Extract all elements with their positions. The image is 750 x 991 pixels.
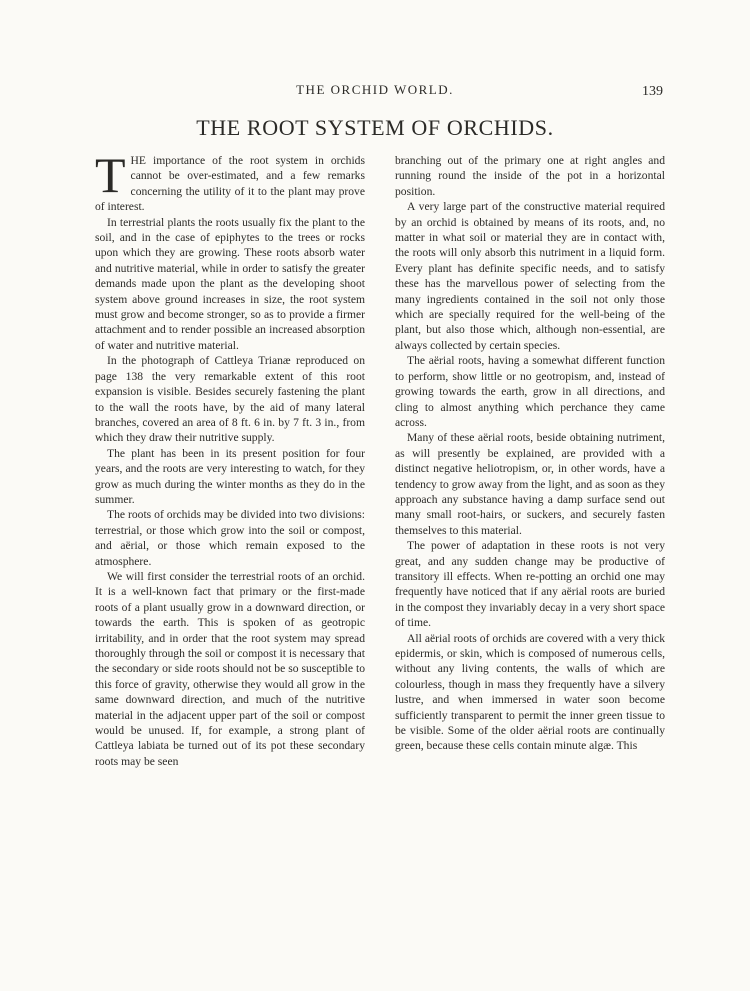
running-title: THE ORCHID WORLD. bbox=[296, 82, 454, 97]
paragraph-5: The roots of orchids may be divided into two divisions: terrestrial, or those which grow into the soil or compost, and aërial, or those which remain exposed to the atmosphere. bbox=[95, 508, 365, 568]
paragraph-9: Many of these aërial roots, beside obtaining nutriment, as will presently be explained, are provided with a distinct negative heliotropism, or, in other words, have a tendency to grow away from the light, and as soon as they approach any substance having a damp surface send out many small root-hairs, or suckers, and securely fasten themselves to this material. bbox=[395, 431, 665, 537]
article-title: THE ROOT SYSTEM OF ORCHIDS. bbox=[196, 115, 554, 140]
paragraph-10: The power of adaptation in these roots is not very great, and any sudden change may be productive of transitory ill effects. When re-potting an orchid one may frequently have noticed that if any aërial roots are buried in the compost they invariably decay in a very short space of time. bbox=[395, 539, 665, 630]
paragraph-2: In terrestrial plants the roots usually fix the plant to the soil, and in the case of epiphytes to the trees or rocks upon which they are growing. These roots absorb water and nutritive material, while in order to satisfy the greater demands made upon the plant as the developing shoot system above ground increases in size, the root system must grow and become stronger, so as to provide a firmer attachment and to render possible an increased absorption of water and nutritive material. bbox=[95, 215, 365, 352]
page-number: 139 bbox=[642, 84, 663, 99]
drop-cap: T bbox=[95, 147, 126, 203]
paragraph-6-continued: branching out of the primary one at right angles and running round the inside of the pot in a horizontal position. bbox=[395, 154, 665, 198]
paragraph-1-text: HE importance of the root system in orchids cannot be over-estimated, and a few remarks concerning the utility of it to the plant may prove of interest. bbox=[95, 154, 365, 214]
paragraph-11: All aërial roots of orchids are covered with a very thick epidermis, or skin, which is composed of numerous cells, without any living contents, the walls of which are colourless, though in mass they frequently have a silvery lustre, and when immersed in water soon become sufficiently transparent to permit the inner green tissue to be visible. Some of the older aërial roots are continually green, because these cells contain minute algæ. This bbox=[395, 631, 665, 753]
right-column bbox=[395, 153, 665, 754]
paragraph-7: A very large part of the constructive material required by an orchid is obtained by means of its roots, and, no matter in what soil or material they are in contact with, the roots will only absorb this nutriment in a liquid form. Every plant has definite specific needs, and to satisfy these has the marvellous power of selecting from the many ingredients contained in the soil not only those which are specially required for the well-being of the plant, but also those which, although non-essential, are always collected by certain species. bbox=[395, 200, 665, 352]
paragraph-3: In the photograph of Cattleya Trianæ reproduced on page 138 the very remarkable extent of this root expansion is visible. Besides securely fastening the plant to the wall the roots have, by the aid of many lateral branches, covered an area of 8 ft. 6 in. by 7 ft. 3 in., from which they draw their nutritive supply. bbox=[95, 354, 365, 445]
paragraph-4: The plant has been in its present position for four years, and the roots are very interesting to watch, for they grow as much during the winter months as they do in the summer. bbox=[95, 446, 365, 506]
paragraph-6: We will first consider the terrestrial roots of an orchid. It is a well-known fact that primary or the first-made roots of a plant usually grow in a downward direction, or towards the earth. This is spoken of as geotropic irritability, and in order that the root system may spread thoroughly through the soil or compost it is necessary that the secondary or side roots should not be so susceptible to this force of gravity, otherwise they would all grow in the same downward direction, and much of the nutritive material in the adjacent upper part of the soil or compost would be unused. If, for example, a strong plant of Cattleya labiata be turned out of its pot these secondary roots may be seen bbox=[95, 569, 365, 768]
left-column bbox=[95, 147, 365, 769]
paragraph-8: The aërial roots, having a somewhat different function to perform, show little or no geotropism, and, instead of growing towards the earth, grow in all directions, and cling to almost anything which perchance they came across. bbox=[395, 354, 665, 429]
paragraph-1 bbox=[95, 147, 365, 215]
